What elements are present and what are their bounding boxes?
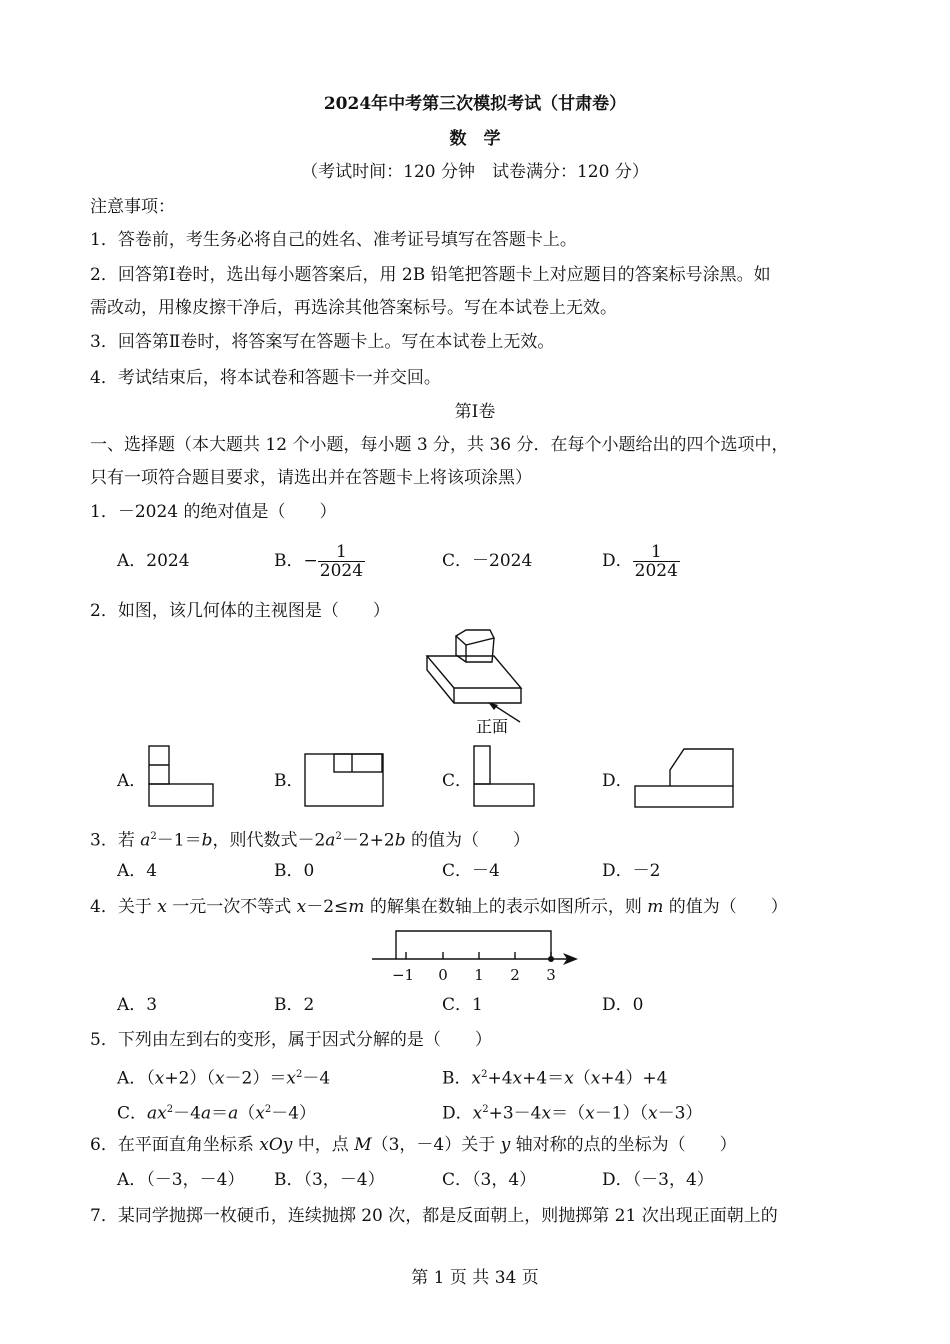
q4-option-d: D．0 bbox=[602, 995, 644, 1015]
q5-option-a: A．$(x+2)(x-2)=x^2-4$ bbox=[117, 1068, 331, 1089]
q2-option-d-label: D． bbox=[602, 771, 633, 791]
q2-option-d-figure bbox=[634, 748, 734, 808]
section-title: 第Ⅰ卷 bbox=[454, 402, 496, 422]
tick-label: 1 bbox=[474, 966, 484, 984]
q3-option-a: A．4 bbox=[117, 861, 158, 881]
q3-option-c: C．－4 bbox=[442, 861, 500, 881]
note-item: 1．答卷前，考生务必将自己的姓名、准考证号填写在答题卡上。 bbox=[90, 230, 577, 250]
q2-option-b-label: B． bbox=[274, 771, 304, 791]
q3-option-d: D．－2 bbox=[602, 861, 661, 881]
q5-option-c: C．$ax^2-4a=a(x^2-4)$ bbox=[117, 1103, 317, 1124]
q4-option-c: C．1 bbox=[442, 995, 483, 1015]
q2-option-a-label: A． bbox=[117, 771, 147, 791]
subject-title: 数 学 bbox=[449, 129, 501, 149]
question-5-stem: 5．下列由左到右的变形，属于因式分解的是（ ） bbox=[90, 1030, 492, 1050]
exam-time-info: （考试时间：120 分钟 试卷满分：120 分） bbox=[301, 162, 649, 182]
note-item: 3．回答第Ⅱ卷时，将答案写在答题卡上。写在本试卷上无效。 bbox=[90, 332, 555, 352]
tick-label: 2 bbox=[510, 966, 520, 984]
page-number: 第 1 页 共 34 页 bbox=[411, 1268, 539, 1288]
q2-option-b-figure bbox=[304, 753, 384, 807]
q1-option-b: B．− $\frac{1}{2024}$ bbox=[274, 542, 364, 581]
note-item: 需改动，用橡皮擦干净后，再选涂其他答案标号。写在本试卷上无效。 bbox=[90, 298, 617, 318]
q6-option-d: D．（－3，4） bbox=[602, 1170, 714, 1190]
q4-option-a: A．3 bbox=[117, 995, 158, 1015]
tick-label: 3 bbox=[546, 966, 556, 984]
front-label: 正面 bbox=[476, 717, 509, 736]
q2-option-c-label: C． bbox=[442, 771, 473, 791]
notes-heading: 注意事项： bbox=[90, 197, 175, 217]
question-7-stem: 7．某同学抛掷一枚硬币，连续抛掷 20 次，都是反面朝上，则抛掷第 21 次出现正面朝上的 bbox=[90, 1206, 778, 1226]
endpoint-dot bbox=[548, 956, 554, 962]
tick-label: 0 bbox=[438, 966, 448, 984]
q5-option-d: D．$x^2+3-4x=(x-1)(x-3)$ bbox=[442, 1103, 703, 1124]
q2-option-a-figure bbox=[148, 745, 214, 807]
question-2-stem: 2．如图，该几何体的主视图是（ ） bbox=[90, 601, 390, 621]
q6-option-b: B．（3，－4） bbox=[274, 1170, 385, 1190]
note-item: 4．考试结束后，将本试卷和答题卡一并交回。 bbox=[90, 368, 441, 388]
q6-option-a: A．（－3，－4） bbox=[117, 1170, 245, 1190]
note-item: 2．回答第Ⅰ卷时，选出每小题答案后，用 2B 铅笔把答题卡上对应题目的答案标号涂黑。如 bbox=[90, 265, 771, 285]
question-4-stem: 4．关于 x 一元一次不等式 x－2≤m 的解集在数轴上的表示如图所示，则 m 的值为（ ） bbox=[90, 897, 788, 917]
solution-set-bracket bbox=[396, 931, 551, 959]
section-intro: 只有一项符合题目要求，请选出并在答题卡上将该项涂黑） bbox=[90, 468, 532, 488]
tick-label: −1 bbox=[391, 966, 415, 984]
section-intro: 一、选择题（本大题共 12 个小题，每小题 3 分，共 36 分．在每个小题给出的四个选项中， bbox=[90, 435, 789, 455]
question-3-stem: 3．若 $a^2-1=b$，则代数式$-2a^2-2+2b$ 的值为（ ） bbox=[90, 830, 530, 851]
question-6-stem: 6．在平面直角坐标系 xOy 中，点 M（3，－4）关于 y 轴对称的点的坐标为（ ） bbox=[90, 1135, 737, 1155]
q2-option-c-figure bbox=[473, 745, 535, 807]
solid-figure-diagram bbox=[420, 628, 530, 738]
q3-option-b: B．0 bbox=[274, 861, 315, 881]
number-line-diagram bbox=[370, 928, 585, 988]
q1-option-c: C．－2024 bbox=[442, 551, 533, 571]
q4-option-b: B．2 bbox=[274, 995, 315, 1015]
q5-option-b: B．$x^2+4x+4=x(x+4)+4$ bbox=[442, 1068, 668, 1089]
q1-option-d: D． $\frac{1}{2024}$ bbox=[602, 542, 678, 581]
q6-option-c: C．（3，4） bbox=[442, 1170, 537, 1190]
exam-title: 2024年中考第三次模拟考试（甘肃卷） bbox=[323, 94, 627, 114]
question-1-stem: 1．－2024 的绝对值是（ ） bbox=[90, 502, 337, 522]
q1-option-a: A．2024 bbox=[117, 551, 190, 571]
